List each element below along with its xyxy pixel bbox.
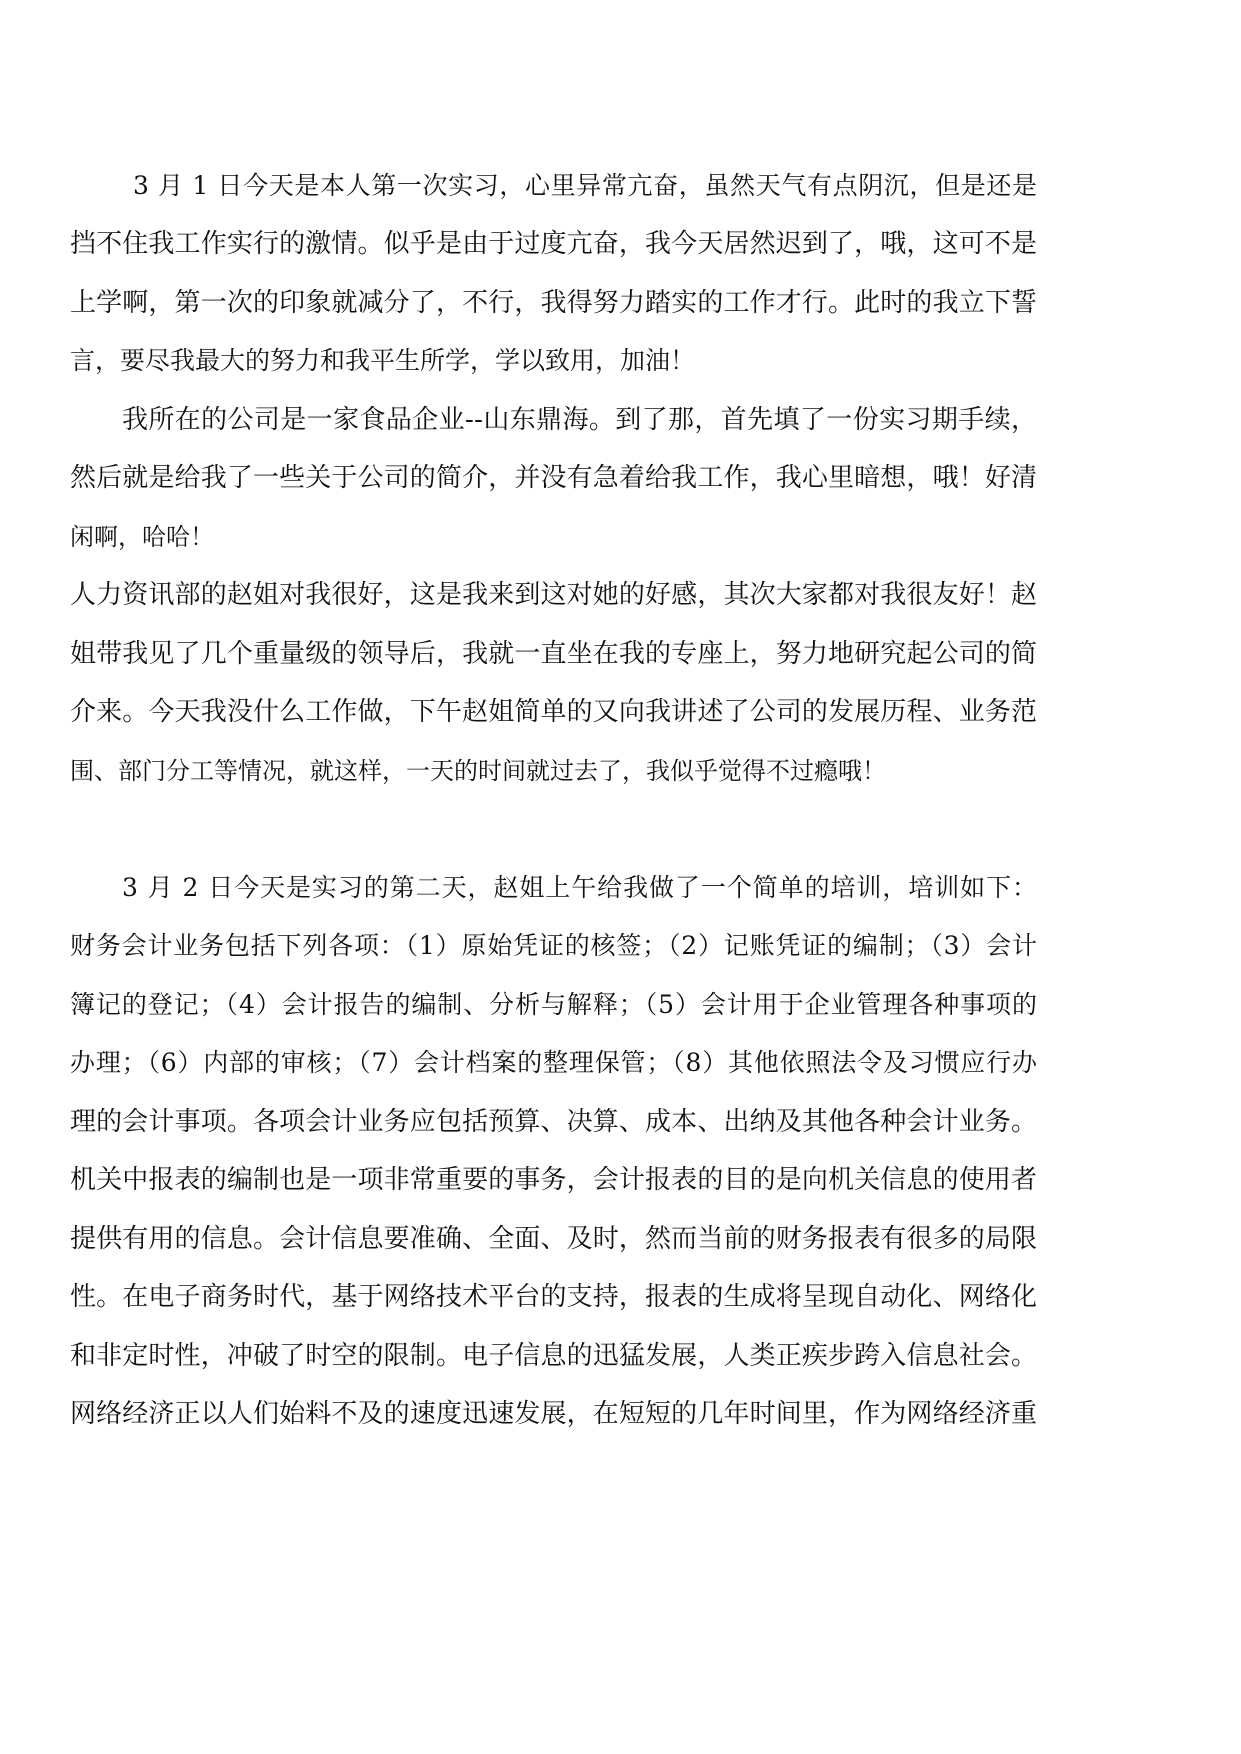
text-line: [0, 1326, 1241, 1386]
text-line: [0, 331, 1241, 391]
text-line: [0, 1384, 1241, 1444]
text-line: [0, 214, 1241, 274]
text-line-content: 上学啊，第一次的印象就减分了，不行，我得努力踏实的工作才行。此时的我立下誓: [70, 288, 1038, 318]
text-line-content: 簿记的登记；（4）会计报告的编制、分析与解释；（5）会计用于企业管理各种事项的: [70, 990, 1038, 1019]
text-line-content: 提供有用的信息。会计信息要准确、全面、及时，然而当前的财务报表有很多的局限: [70, 1224, 1038, 1254]
text-line-content: 闲啊，哈哈！: [70, 523, 214, 551]
text-line: [0, 682, 1241, 742]
text-line-content: 围、部门分工等情况，就这样，一天的时间就过去了，我似乎觉得不过瘾哦！: [70, 757, 886, 785]
text-line: [0, 448, 1241, 508]
text-line-content: 性。在电子商务时代，基于网络技术平台的支持，报表的生成将呈现自动化、网络化: [70, 1282, 1038, 1312]
text-line-content: 办理；（6）内部的审核；（7）会计档案的整理保管；（8）其他依照法令及习惯应行办: [70, 1048, 1038, 1077]
text-line: [0, 1033, 1241, 1093]
text-line: [0, 156, 1241, 216]
text-line-content: 3 月 1 日今天是本人第一次实习，心里异常亢奋，虽然天气有点阴沉，但是还是: [133, 171, 1038, 200]
text-line: [0, 741, 1241, 801]
text-line-content: 人力资讯部的赵姐对我很好，这是我来到这对她的好感，其次大家都对我很友好！赵: [70, 580, 1038, 610]
text-line: [0, 858, 1241, 918]
text-line-content: 然后就是给我了一些关于公司的简介，并没有急着给我工作，我心里暗想，哦！好清: [70, 463, 1038, 493]
text-line: [0, 975, 1241, 1035]
text-line: [0, 507, 1241, 567]
text-line: [0, 390, 1241, 450]
text-line: [0, 273, 1241, 333]
text-line-content: 理的会计事项。各项会计业务应包括预算、决算、成本、出纳及其他各种会计业务。: [70, 1107, 1038, 1137]
text-line: [0, 624, 1241, 684]
text-line-content: 介来。今天我没什么工作做，下午赵姐简单的又向我讲述了公司的发展历程、业务范: [70, 697, 1038, 727]
text-line-content: 和非定时性，冲破了时空的限制。电子信息的迅猛发展，人类正疾步跨入信息社会。: [70, 1341, 1038, 1371]
text-line-content: 网络经济正以人们始料不及的速度迅速发展，在短短的几年时间里，作为网络经济重: [70, 1399, 1038, 1429]
text-line-content: 挡不住我工作实行的激情。似乎是由于过度亢奋，我今天居然迟到了，哦，这可不是: [70, 229, 1038, 259]
text-line-content: 3 月 2 日今天是实习的第二天，赵姐上午给我做了一个简单的培训，培训如下：: [122, 873, 1038, 902]
text-line-content: 言，要尽我最大的努力和我平生所学，学以致用，加油！: [70, 346, 696, 375]
text-line: [0, 565, 1241, 625]
text-line-content: 姐带我见了几个重量级的领导后，我就一直坐在我的专座上，努力地研究起公司的简: [70, 639, 1038, 669]
text-line-content: 财务会计业务包括下列各项：（1）原始凭证的核签；（2）记账凭证的编制；（3）会计: [70, 931, 1038, 960]
text-line: [0, 1150, 1241, 1210]
text-line: [0, 916, 1241, 976]
text-line: [0, 1267, 1241, 1327]
text-line-content: 我所在的公司是一家食品企业--山东鼎海。到了那，首先填了一份实习期手续，: [122, 405, 1038, 435]
text-line-content: 机关中报表的编制也是一项非常重要的事务，会计报表的目的是向机关信息的使用者: [70, 1165, 1038, 1195]
text-line: [0, 1092, 1241, 1152]
text-line: [0, 1209, 1241, 1269]
